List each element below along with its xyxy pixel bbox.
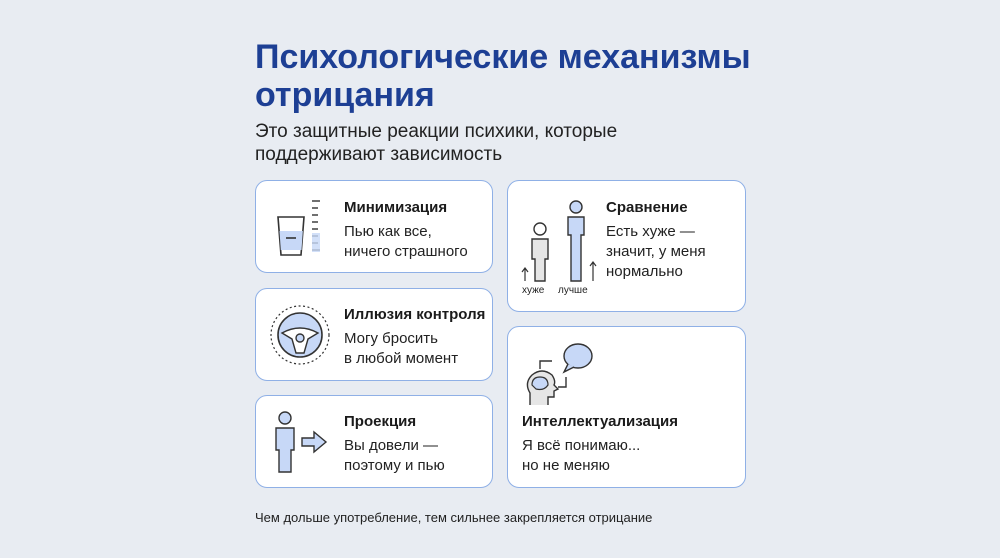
card-title: Интеллектуализация — [522, 413, 678, 430]
card-text: Есть хуже — значит, у меня нормально — [606, 223, 706, 280]
card-intellectualization — [507, 326, 746, 488]
page-title: Психологические механизмы отрицания — [255, 38, 751, 114]
card-text: Могу бросить в любой момент — [344, 330, 459, 367]
card-text: Я всё понимаю... но не меняю — [522, 437, 641, 474]
head-speech-icon — [522, 339, 602, 409]
label-better: лучше — [558, 285, 588, 296]
glass-icon — [274, 195, 326, 259]
card-minimization — [255, 180, 493, 273]
card-title: Сравнение — [606, 199, 688, 216]
card-illusion-of-control — [255, 288, 493, 381]
label-worse: хуже — [522, 285, 545, 296]
footer-note: Чем дольше употребление, тем сильнее закрепляется отрицание — [255, 510, 653, 525]
card-title: Проекция — [344, 413, 417, 430]
person-arrow-icon — [270, 410, 330, 476]
card-projection — [255, 395, 493, 488]
card-text: Вы довели — поэтому и пью — [344, 437, 445, 474]
card-comparison — [507, 180, 746, 312]
steering-wheel-icon — [268, 303, 332, 367]
card-title: Минимизация — [344, 199, 448, 216]
card-title: Иллюзия контроля — [344, 306, 486, 323]
compare-people-icon — [518, 199, 600, 283]
subtitle: Это защитные реакции психики, которые поддерживают зависимость — [255, 121, 618, 165]
card-text: Пью как все, ничего страшного — [344, 223, 468, 260]
